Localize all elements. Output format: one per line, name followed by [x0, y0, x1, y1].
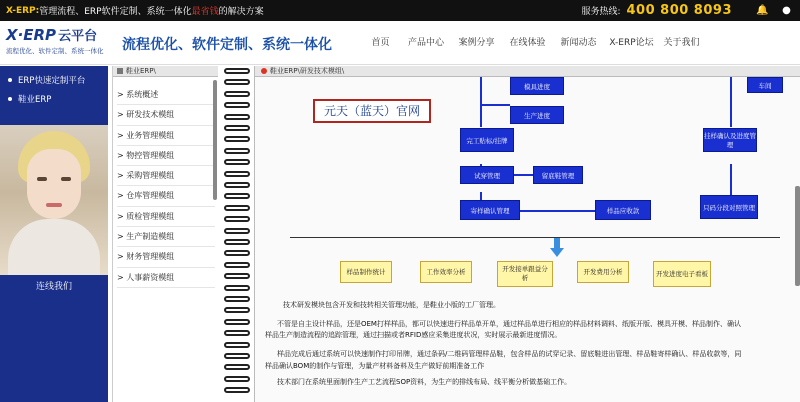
spiral-ring	[224, 376, 250, 382]
logo-sub: 流程优化、软件定制、系统一体化	[6, 47, 104, 55]
spiral-ring	[224, 273, 250, 279]
logo-cn: 云平台	[58, 29, 98, 44]
spiral-ring	[224, 193, 250, 199]
avatar-face	[27, 149, 81, 219]
flow-line	[515, 210, 595, 212]
menu-title: 鞋业ERP\	[126, 66, 156, 75]
doc-paragraph: 样品生产制造流程的追踪管理，通过扫描或者RFID感应采集进度状况，实时展示最新进度情况。	[265, 331, 562, 339]
nav-news[interactable]: 新闻动态	[560, 38, 597, 48]
spiral-ring	[224, 102, 250, 108]
avatar-mouth	[46, 203, 62, 207]
menu-item[interactable]: > 财务管理模组	[117, 247, 215, 267]
doc-scrollbar[interactable]	[795, 186, 800, 286]
flow-line	[480, 104, 510, 106]
spiral-ring	[224, 296, 250, 302]
bullet-icon	[8, 78, 12, 82]
down-arrow-icon	[550, 238, 564, 258]
flow-box: 车间	[747, 77, 783, 93]
doc-header	[255, 66, 800, 77]
top-brand: X-ERP:	[6, 5, 40, 16]
spiral-ring	[224, 262, 250, 268]
menu-item[interactable]: > 系统概述	[117, 85, 215, 105]
left-link-label: ERP快速定制平台	[18, 76, 86, 86]
flow-box: 留底鞋管理	[533, 166, 583, 184]
module-box: 开发费用分析	[577, 261, 629, 283]
spiral-binding	[218, 64, 254, 402]
avatar-eye	[37, 177, 47, 181]
spiral-ring	[224, 353, 250, 359]
menu-item[interactable]: > 研发技术模组	[117, 105, 215, 125]
module-box: 开发进度电子看板	[653, 261, 711, 287]
menu-list	[113, 85, 218, 288]
spiral-ring	[224, 136, 250, 142]
doc-paragraph: 技术部门在系统里面制作生产工艺流程SOP资料，为生产的排线布局、线平衡分析做基础工作。	[277, 378, 572, 386]
nav-online-demo[interactable]: 在线体验	[509, 38, 546, 48]
bullet-icon	[8, 97, 12, 101]
spiral-ring	[224, 91, 250, 97]
contact-us-link[interactable]: 连线我们	[35, 282, 72, 292]
spiral-ring	[224, 182, 250, 188]
left-link-erp-platform[interactable]	[8, 74, 108, 86]
spiral-ring	[224, 330, 250, 336]
menu-item[interactable]: > 生产制造模组	[117, 227, 215, 247]
spiral-ring	[224, 364, 250, 370]
flow-box: 生产进度	[510, 106, 564, 124]
spiral-ring	[224, 342, 250, 348]
hotline-number: 400 800 8093	[626, 3, 732, 18]
nav-cases[interactable]: 案例分享	[458, 38, 495, 48]
spiral-ring	[224, 125, 250, 131]
main-nav	[360, 35, 704, 48]
nav-home[interactable]: 首页	[371, 38, 390, 48]
menu-item[interactable]: > 采购管理模组	[117, 166, 215, 186]
spiral-ring	[224, 319, 250, 325]
left-link-shoe-erp[interactable]	[8, 93, 108, 105]
flow-box: 试穿管理	[460, 166, 514, 184]
watermark-box: 元天（蓝天）官网	[313, 99, 431, 123]
left-links	[0, 66, 108, 105]
nav-products[interactable]: 产品中心	[407, 38, 444, 48]
menu-scrollbar[interactable]	[213, 80, 217, 200]
flow-box: 样品应收款	[595, 200, 651, 220]
spiral-ring	[224, 171, 250, 177]
top-bar	[0, 0, 800, 21]
module-menu	[112, 66, 218, 402]
spiral-ring	[224, 79, 250, 85]
header	[0, 21, 800, 65]
flow-box: 寄样确认管理	[460, 200, 520, 220]
left-panel	[0, 66, 108, 402]
bell-icon[interactable]: 🔔	[756, 5, 769, 16]
flow-box: 完工贴标/挂牌	[460, 128, 514, 152]
header-slogan: 流程优化、软件定制、系统一体化	[122, 37, 332, 53]
menu-item[interactable]: > 仓库管理模组	[117, 186, 215, 206]
avatar-eye	[61, 177, 71, 181]
flow-box: 挂样确认及进度管理	[703, 128, 757, 152]
nav-forum[interactable]: X-ERP论坛	[609, 38, 654, 48]
logo-xerp: X·ERP	[6, 26, 57, 44]
menu-item[interactable]: > 物控管理模组	[117, 146, 215, 166]
top-text-after: 的解决方案	[218, 7, 264, 17]
spiral-ring	[224, 68, 250, 74]
flow-box: 模具进度	[510, 77, 564, 95]
avatar-body	[8, 219, 100, 275]
flow-line	[730, 77, 732, 127]
doc-paragraph: 不管是自主设计样品，还是OEM打样样品，都可以快速进行样品单开单，通过样品单进行相应的样品材料调料、纸版开版、模具开模、样品制作、确认	[277, 320, 741, 328]
avatar	[0, 125, 108, 275]
menu-header	[113, 66, 218, 77]
spiral-ring	[224, 285, 250, 291]
record-icon	[261, 68, 267, 74]
spiral-ring	[224, 114, 250, 120]
top-text-before: 管理流程、ERP软件定制、系统一体化	[39, 7, 192, 17]
spiral-ring	[224, 239, 250, 245]
spiral-ring	[224, 250, 250, 256]
spiral-ring	[224, 307, 250, 313]
spiral-ring	[224, 205, 250, 211]
flow-box: 只码分段对照管理	[700, 195, 758, 219]
nav-about[interactable]: 关于我们	[663, 38, 700, 48]
doc-paragraph: 样品确认BOM的制作与管理，为量产材料备料及生产做好前期准备工作	[265, 362, 485, 370]
logo[interactable]	[6, 25, 116, 61]
module-box: 开发接单跟益分析	[497, 261, 553, 287]
left-link-label: 鞋业ERP	[18, 95, 52, 105]
document-panel	[254, 66, 800, 402]
folder-icon	[117, 68, 123, 74]
doc-breadcrumb: 鞋业ERP\研发技术模组\	[270, 66, 345, 75]
doc-paragraph: 技术研发模块包含开发和技转相关管理功能，是鞋业小版的工厂管理。	[283, 301, 500, 309]
spiral-ring	[224, 159, 250, 165]
top-highlight: 最省钱	[191, 7, 219, 17]
flow-line	[480, 77, 482, 127]
logo-main	[6, 25, 116, 44]
menu-item[interactable]: > 业务管理模组	[117, 126, 215, 146]
module-box: 样品制作统计	[340, 261, 392, 283]
module-box: 工作效率分析	[420, 261, 472, 283]
doc-paragraph: 样品完成后通过系统可以快速制作打印吊牌，通过条码/二维码管理样品鞋，包含样品的试穿记录、留底鞋进出管理、样品鞋寄样确认、样品收款等，同	[277, 350, 742, 358]
hotline-label: 服务热线:	[581, 7, 621, 17]
divider-line	[290, 237, 780, 238]
spiral-ring	[224, 216, 250, 222]
top-right	[581, 0, 792, 21]
user-icon[interactable]: ●	[782, 5, 791, 16]
spiral-ring	[224, 387, 250, 393]
flow-line	[730, 164, 732, 196]
menu-item[interactable]: > 人事薪资模组	[117, 268, 215, 288]
menu-item[interactable]: > 质检管理模组	[117, 207, 215, 227]
spiral-ring	[224, 228, 250, 234]
spiral-ring	[224, 148, 250, 154]
